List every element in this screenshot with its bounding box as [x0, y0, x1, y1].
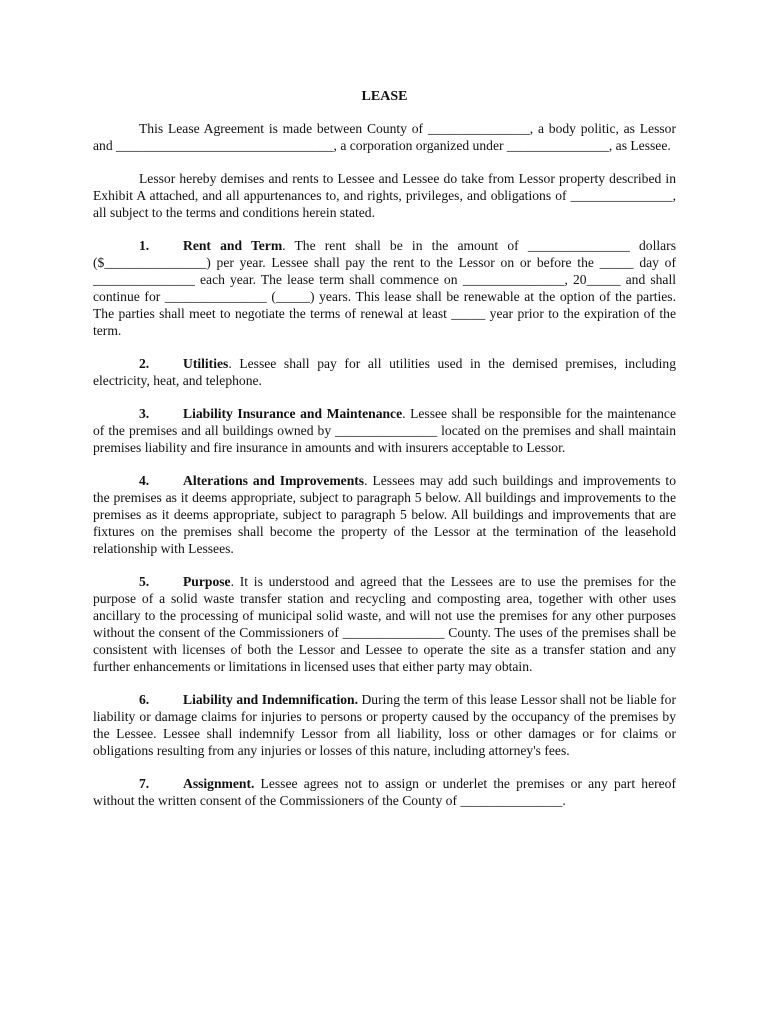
- section-number: 5.: [139, 574, 150, 589]
- section-heading: Liability and Indemnification.: [183, 692, 359, 707]
- section-number: 1.: [139, 238, 150, 253]
- section-body: During the term of this lease Lessor shall not be liable for liability or damage claims for injuries to persons or property caused by the occupancy of the premises by the Lessee. Lessee shall indemnify Lessor from all liability, loss or other damages or for claims or obligations resulting from any injuries or losses of this nature, including attorney's fees.: [93, 692, 676, 758]
- document-title: LEASE: [361, 89, 408, 104]
- section-heading: Liability Insurance and Maintenance: [183, 406, 403, 421]
- section-body: Lessee agrees not to assign or underlet the premises or any part hereof without the written consent of the Commissioners of the County of _______________.: [93, 776, 676, 808]
- section-purpose: [93, 573, 676, 675]
- section-body: . Lessees may add such buildings and improvements to the premises as it deems appropriate, subject to paragraph 5 below. All buildings and improvements to the premises as it deems appropriate, subject to paragraph 5 below. All buildings and improvements that are fixtures on the premises shall become the property of the Lessor at the termination of the leasehold relationship with Lessees.: [93, 473, 676, 556]
- section-utilities: [93, 355, 676, 389]
- section-body: . It is understood and agreed that the Lessees are to use the premises for the purpose of a solid waste transfer station and recycling and composting area, together with other uses ancillary to the processing of municipal solid waste, and will not use the premises for any other purposes without the consent of the Commissioners of _______________ County. The uses of the premises shall be consistent with licenses of both the Lessor and Lessee to operate the site as a transfer station and any further enhancements or limitations in licensed uses that either party may obtain.: [93, 574, 676, 674]
- section-assignment: [93, 775, 676, 809]
- section-body: . Lessee shall be responsible for the maintenance of the premises and all buildings owned by _______________ located on the premises and shall maintain premises liability and fire insurance in amounts and with insurers acceptable to Lessor.: [93, 406, 676, 455]
- section-heading: Rent and Term: [183, 238, 283, 253]
- section-number: 2.: [139, 356, 150, 371]
- section-rent-and-term: [93, 237, 676, 339]
- section-number: 3.: [139, 406, 150, 421]
- section-heading: Purpose: [183, 574, 231, 589]
- section-indemnification: [93, 691, 676, 759]
- section-heading: Utilities: [183, 356, 229, 371]
- section-number: 4.: [139, 473, 150, 488]
- section-heading: Assignment.: [183, 776, 255, 791]
- intro-paragraph-parties: This Lease Agreement is made between County of _______________, a body politic, as Lessor and ________________________________, a corporation organized under _______________, as Lessee.: [93, 121, 676, 153]
- section-alterations: [93, 472, 676, 557]
- section-body: . The rent shall be in the amount of _______________ dollars ($_______________) per year. Lessee shall pay the rent to the Lessor on or before the _____ day of _______________ each year. The lease term shall commence on _______________, 20_____ and shall continue for _______________ (_____) years. This lease shall be renewable at the option of the parties. The parties shall meet to negotiate the terms of renewal at least _____ year prior to the expiration of the term.: [93, 238, 676, 338]
- section-liability-insurance: [93, 405, 676, 456]
- section-number: 6.: [139, 692, 150, 707]
- section-number: 7.: [139, 776, 150, 791]
- section-body: . Lessee shall pay for all utilities used in the demised premises, including electricity, heat, and telephone.: [93, 356, 676, 388]
- intro-paragraph-demise: Lessor hereby demises and rents to Lessee and Lessee do take from Lessor property described in Exhibit A attached, and all appurtenances to, and rights, privileges, and obligations of _______________, all subject to the terms and conditions herein stated.: [93, 171, 676, 220]
- section-heading: Alterations and Improvements: [183, 473, 365, 488]
